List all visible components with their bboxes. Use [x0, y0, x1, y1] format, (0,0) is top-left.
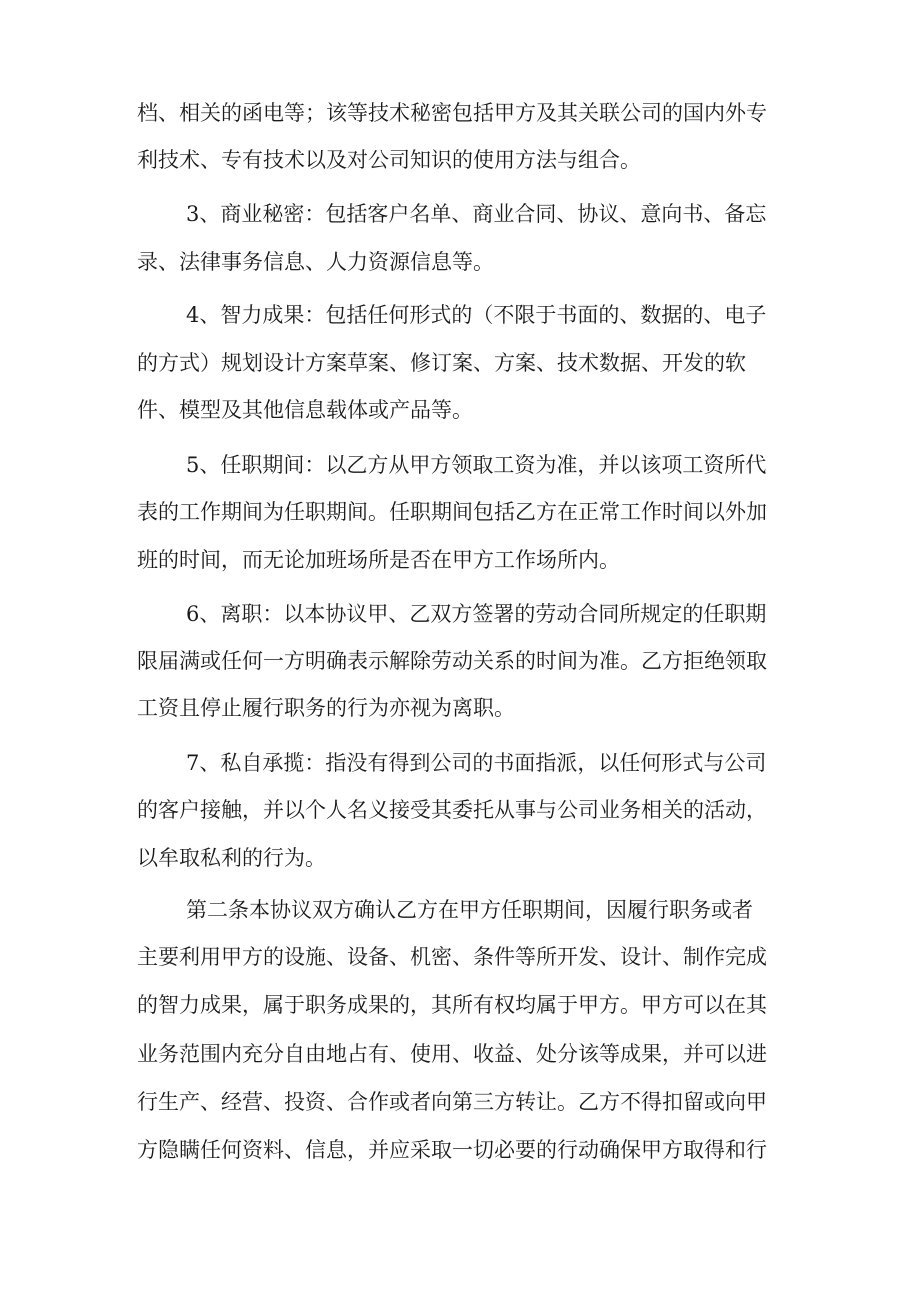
line-text: 6、离职：以本协议甲、乙双方签署的劳动合同所规定的任职期	[186, 602, 767, 626]
line-text: 工资且停止履行职务的行为亦视为离职。	[137, 696, 515, 720]
text-line	[0, 890, 920, 930]
text-line	[0, 445, 920, 485]
line-text: 的客户接触，并以个人名义接受其委托从事与公司业务相关的活动，	[137, 798, 767, 822]
line-text: 方隐瞒任何资料、信息，并应采取一切必要的行动确保甲方取得和行	[137, 1138, 767, 1162]
text-line	[0, 688, 920, 728]
line-text: 的方式）规划设计方案草案、修订案、方案、技术数据、开发的软	[137, 351, 746, 375]
line-text: 业务范围内充分自由地占有、使用、收益、处分该等成果，并可以进	[137, 1042, 767, 1066]
text-line	[0, 985, 920, 1025]
text-line	[0, 641, 920, 681]
line-text: 以牟取私利的行为。	[137, 846, 326, 870]
line-text: 3、商业秘密：包括客户名单、商业合同、协议、意向书、备忘	[186, 202, 767, 226]
text-line	[0, 390, 920, 430]
line-text: 限届满或任何一方明确表示解除劳动关系的时间为准。乙方拒绝领取	[137, 649, 767, 673]
line-text: 件、模型及其他信息载体或产品等。	[137, 398, 473, 422]
line-text: 7、私自承揽：指没有得到公司的书面指派，以任何形式与公司	[186, 751, 767, 775]
line-text: 行生产、经营、投资、合作或者向第三方转让。乙方不得扣留或向甲	[137, 1090, 767, 1114]
line-text: 5、任职期间：以乙方从甲方领取工资为准，并以该项工资所代	[186, 453, 767, 477]
text-line	[0, 242, 920, 282]
line-text: 录、法律事务信息、人力资源信息等。	[137, 250, 494, 274]
text-line	[0, 140, 920, 180]
text-line	[0, 540, 920, 580]
text-line	[0, 1130, 920, 1170]
text-line	[0, 1034, 920, 1074]
text-line	[0, 838, 920, 878]
text-line	[0, 790, 920, 830]
text-line	[0, 194, 920, 234]
line-text: 表的工作期间为任职期间。任职期间包括乙方在正常工作时间以外加	[137, 500, 767, 524]
line-text: 4、智力成果：包括任何形式的（不限于书面的、数据的、电子	[186, 303, 767, 327]
line-text: 主要利用甲方的设施、设备、机密、条件等所开发、设计、制作完成	[137, 945, 767, 969]
text-line	[0, 743, 920, 783]
line-text: 班的时间，而无论加班场所是否在甲方工作场所内。	[137, 548, 620, 572]
text-line	[0, 1082, 920, 1122]
text-line	[0, 343, 920, 383]
line-text: 档、相关的函电等；该等技术秘密包括甲方及其关联公司的国内外专	[137, 101, 767, 125]
text-line	[0, 594, 920, 634]
text-line	[0, 492, 920, 532]
text-line	[0, 937, 920, 977]
text-line	[0, 295, 920, 335]
line-text: 的智力成果，属于职务成果的，其所有权均属于甲方。甲方可以在其	[137, 993, 767, 1017]
text-line	[0, 93, 920, 133]
line-text: 第二条本协议双方确认乙方在甲方任职期间，因履行职务或者	[186, 898, 753, 922]
line-text: 利技术、专有技术以及对公司知识的使用方法与组合。	[137, 148, 641, 172]
